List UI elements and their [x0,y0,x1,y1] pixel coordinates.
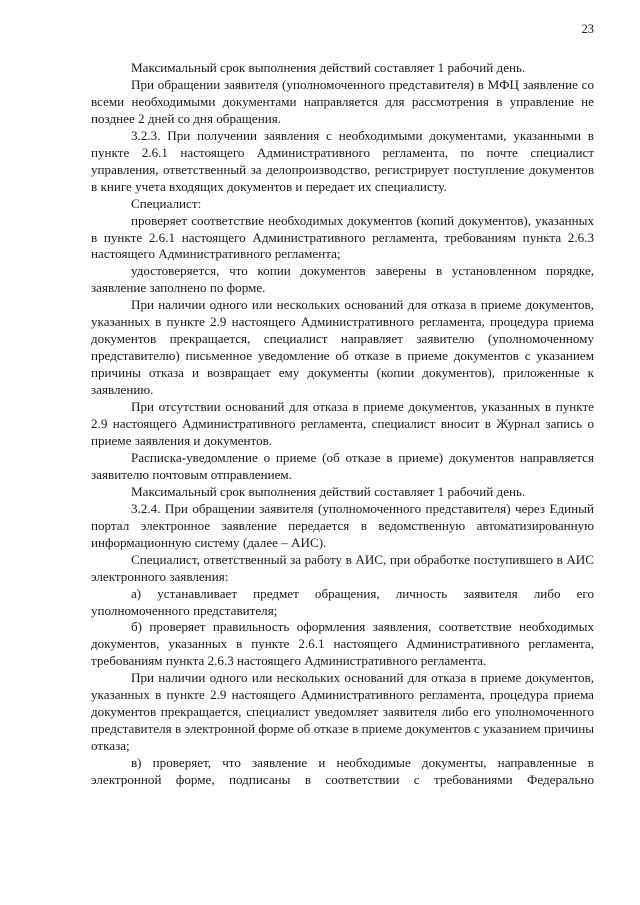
paragraph: проверяет соответствие необходимых документов (копий документов), указанных в пункте 2.6.1 настоящего Административного регламента, требованиям пункта 2.6.3 настоящего Административного регламента; [91,212,594,262]
paragraph: При наличии одного или нескольких оснований для отказа в приеме документов, указанных в пункте 2.9 настоящего Административного регламента, процедура приема документов прекращается, специалист направляет заявителю (уполномоченному представителю) письменное уведомление об отказе в приеме документов с указанием причины отказа и возвращает ему документы (копии документов), приложенные к заявлению. [91,297,594,398]
body-text [91,60,594,789]
paragraph: удостоверяется, что копии документов заверены в установленном порядке, заявление заполнено по форме. [91,263,594,296]
paragraph: 3.2.3. При получении заявления с необходимыми документами, указанными в пункте 2.6.1 настоящего Административного регламента, по почте специалист управления, ответственный за делопроизводство, регистрирует поступление документов в книге учета входящих документов и передает их специалисту. [91,127,594,194]
paragraph: Специалист, ответственный за работу в АИС, при обработке поступившего в АИС электронного заявления: [91,551,594,584]
paragraph: Максимальный срок выполнения действий составляет 1 рабочий день. [131,60,526,75]
page-number: 23 [581,22,594,36]
paragraph: 3.2.4. При обращении заявителя (уполномоченного представителя) через Единый портал электронное заявление передается в ведомственную автоматизированную информационную систему (далее – АИС). [91,500,594,550]
paragraph: При отсутствии оснований для отказа в приеме документов, указанных в пункте 2.9 настоящего Административного регламента, специалист вносит в Журнал запись о приеме заявления и документов. [91,399,594,448]
paragraph: б) проверяет правильность оформления заявления, соответствие необходимых документов, указанных в пункте 2.6.1 настоящего Административного регламента, требованиям пункта 2.6.3 настоящего Административного регламента. [91,619,594,669]
paragraph: При обращении заявителя (уполномоченного представителя) в МФЦ заявление со всеми необходимыми документами направляется для рассмотрения в управление не позднее 2 дней со дня обращения. [91,76,594,126]
paragraph: Специалист: [131,195,202,211]
paragraph: а) устанавливает предмет обращения, личность заявителя либо его уполномоченного представителя; [91,585,594,618]
paragraph: При наличии одного или нескольких оснований для отказа в приеме документов, указанных в пункте 2.9 настоящего Административного регламента, процедура приема документов прекращается, специалист уведомляет заявителя либо его уполномоченного представителя в электронной форме об отказе в приеме документов с указанием причины отказа; [91,670,594,754]
paragraph: Расписка-уведомление о приеме (об отказе в приеме) документов направляется заявителю почтовым отправлением. [91,449,594,482]
paragraph: Максимальный срок выполнения действий составляет 1 рабочий день. [131,483,526,499]
paragraph: в) проверяет, что заявление и необходимые документы, направленные в электронной форме, подписаны в соответствии с требованиями Федерально [91,755,594,788]
